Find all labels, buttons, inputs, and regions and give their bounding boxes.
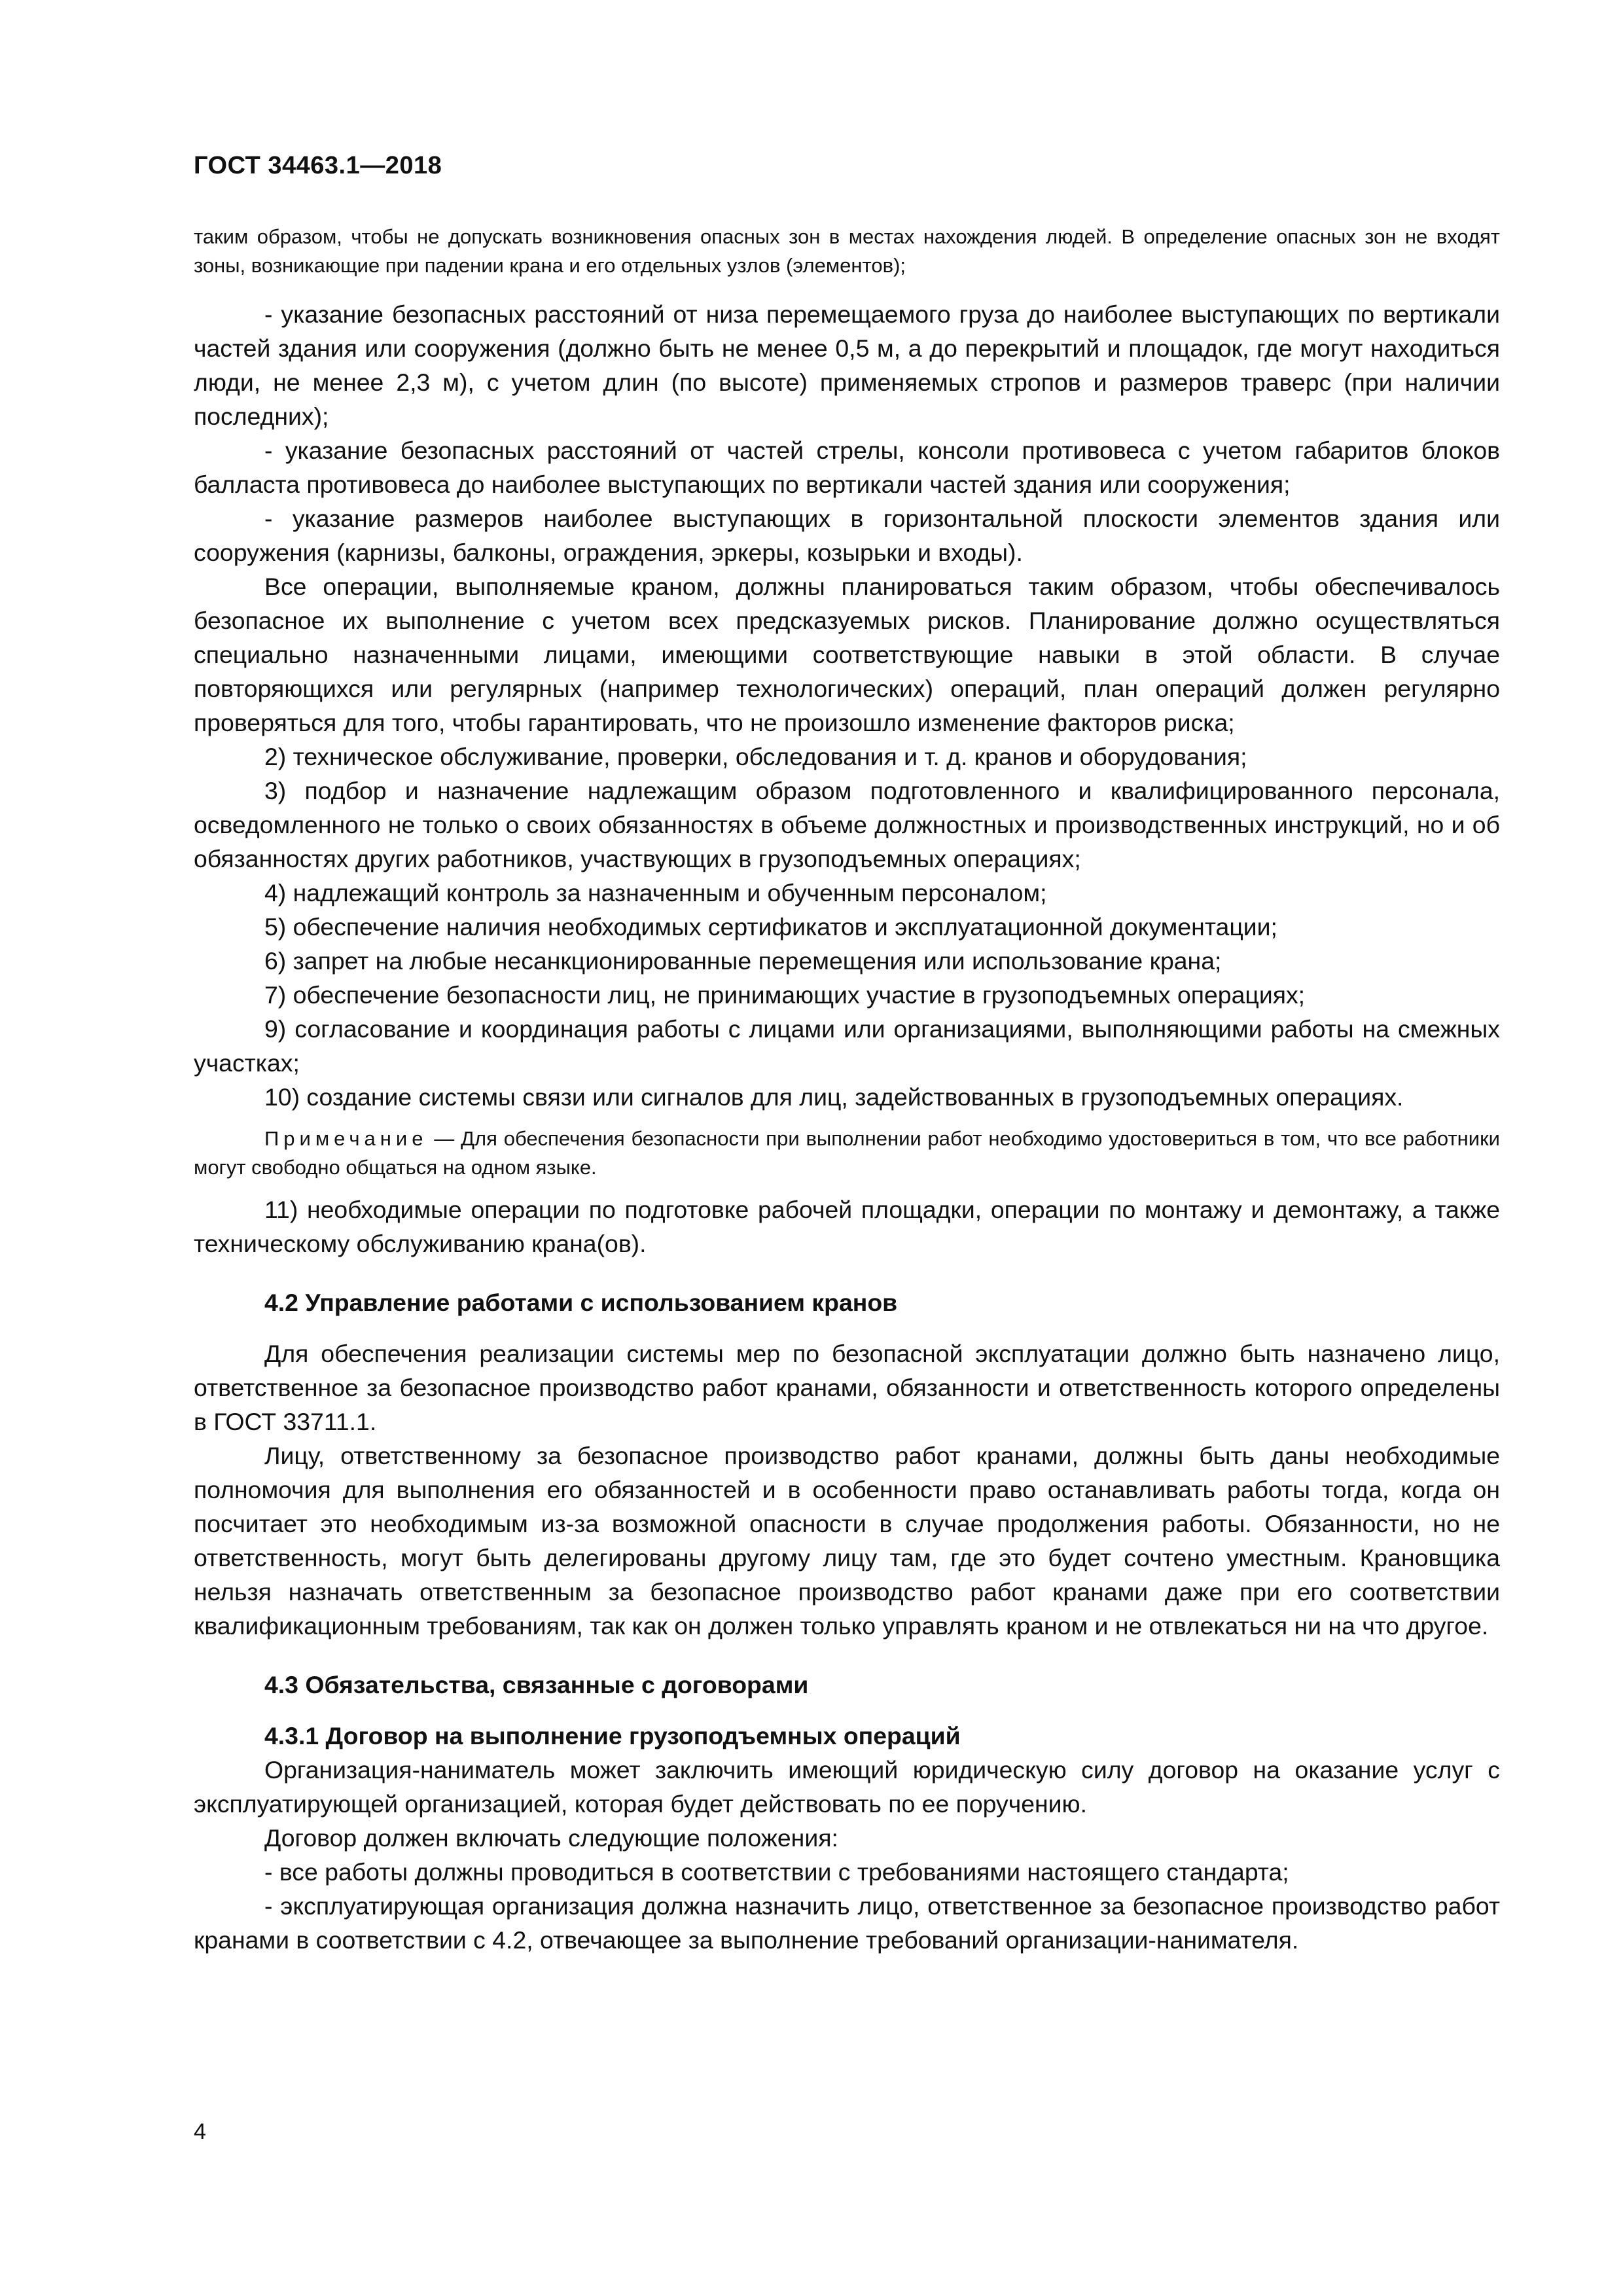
paragraph: Лицу, ответственному за безопасное производство работ кранами, должны быть даны необходимые полномочия для выполнения его обязанностей и в особенности право останавливать работы тогда, когда он посчитает это необходимым из-за возможной опасности в случае продолжения работы. Обязанности, но не ответственность, могут быть делегированы другому лицу там, где это будет сочтено уместным. Крановщика нельзя назначать ответственным за безопасное производство работ кранами даже при его соответствии квалификационным требованиям, так как он должен только управлять краном и не отвлекаться ни на что другое. <box>194 1442 1500 1640</box>
list-item: - все работы должны проводиться в соответствии с требованиями настоящего стандарта; <box>264 1858 1289 1886</box>
list-item: - эксплуатирующая организация должна назначить лицо, ответственное за безопасное производство работ кранами в соответствии с 4.2, отвечающее за выполнение требований организации-нанимателя. <box>194 1892 1500 1954</box>
list-item: 2) техническое обслуживание, проверки, обследования и т. д. кранов и оборудования; <box>264 743 1247 770</box>
paragraph: Организация-наниматель может заключить имеющий юридическую силу договор на оказание услуг с эксплуатирующей организацией, которая будет действовать по ее поручению. <box>194 1756 1500 1818</box>
document-header: ГОСТ 34463.1—2018 <box>194 152 442 179</box>
section-heading-4-2: 4.2 Управление работами с использованием кранов <box>264 1289 898 1316</box>
document-body <box>194 223 1500 1957</box>
section-heading-4-3-1: 4.3.1 Договор на выполнение грузоподъемных операций <box>264 1722 961 1749</box>
intro-paragraph: таким образом, чтобы не допускать возникновения опасных зон в местах нахождения людей. В определение опасных зон не входят зоны, возникающие при падении крана и его отдельных узлов (элементов); <box>194 225 1500 277</box>
page-number: 4 <box>194 2119 206 2144</box>
note-label: Примечание <box>264 1127 428 1150</box>
section-heading-4-3: 4.3 Обязательства, связанные с договорами <box>264 1671 809 1698</box>
paragraph: Все операции, выполняемые краном, должны планироваться таким образом, чтобы обеспечивалось безопасное их выполнение с учетом всех предсказуемых рисков. Планирование должно осуществляться специально назначенными лицами, имеющими соответствующие навыки в этой области. В случае повторяющихся или регулярных (например технологических) операций, план операций должен регулярно проверяться для того, чтобы гарантировать, что не произошло изменение факторов риска; <box>194 573 1500 736</box>
list-item: 5) обеспечение наличия необходимых сертификатов и эксплуатационной документации; <box>264 913 1277 941</box>
note-text: — Для обеспечения безопасности при выполнении работ необходимо удостовериться в том, что все работники могут свободно общаться на одном языке. <box>194 1127 1500 1179</box>
list-item: - указание размеров наиболее выступающих в горизонтальной плоскости элементов здания или сооружения (карнизы, балконы, ограждения, эркеры, козырьки и входы). <box>194 505 1500 566</box>
list-item: 6) запрет на любые несанкционированные перемещения или использование крана; <box>264 947 1222 975</box>
list-item: - указание безопасных расстояний от низа перемещаемого груза до наиболее выступающих по вертикали частей здания или сооружения (должно быть не менее 0,5 м, а до перекрытий и площадок, где могут находиться люди, не менее 2,3 м), с учетом длин (по высоте) применяемых стропов и размеров траверс (при наличии последних); <box>194 300 1500 430</box>
list-item: 3) подбор и назначение надлежащим образом подготовленного и квалифицированного персонала, осведомленного не только о своих обязанностях в объеме должностных и производственных инструкций, но и об обязанностях других работников, участвующих в грузоподъемных операциях; <box>194 777 1500 872</box>
paragraph: Для обеспечения реализации системы мер по безопасной эксплуатации должно быть назначено лицо, ответственное за безопасное производство работ кранами, обязанности и ответственность которого определены в ГОСТ 33711.1. <box>194 1340 1500 1435</box>
list-item: 4) надлежащий контроль за назначенным и обученным персоналом; <box>264 879 1047 906</box>
list-item: 7) обеспечение безопасности лиц, не принимающих участие в грузоподъемных операциях; <box>264 981 1306 1009</box>
list-item: 9) согласование и координация работы с лицами или организациями, выполняющими работы на смежных участках; <box>194 1015 1500 1077</box>
list-item: - указание безопасных расстояний от частей стрелы, консоли противовеса с учетом габаритов блоков балласта противовеса до наиболее выступающих по вертикали частей здания или сооружения; <box>194 437 1500 498</box>
note <box>194 1124 1500 1182</box>
list-item: 11) необходимые операции по подготовке рабочей площадки, операции по монтажу и демонтажу, а также техническому обслуживанию крана(ов). <box>194 1196 1500 1257</box>
list-item: 10) создание системы связи или сигналов для лиц, задействованных в грузоподъемных операциях. <box>264 1083 1404 1111</box>
paragraph: Договор должен включать следующие положения: <box>264 1824 838 1852</box>
